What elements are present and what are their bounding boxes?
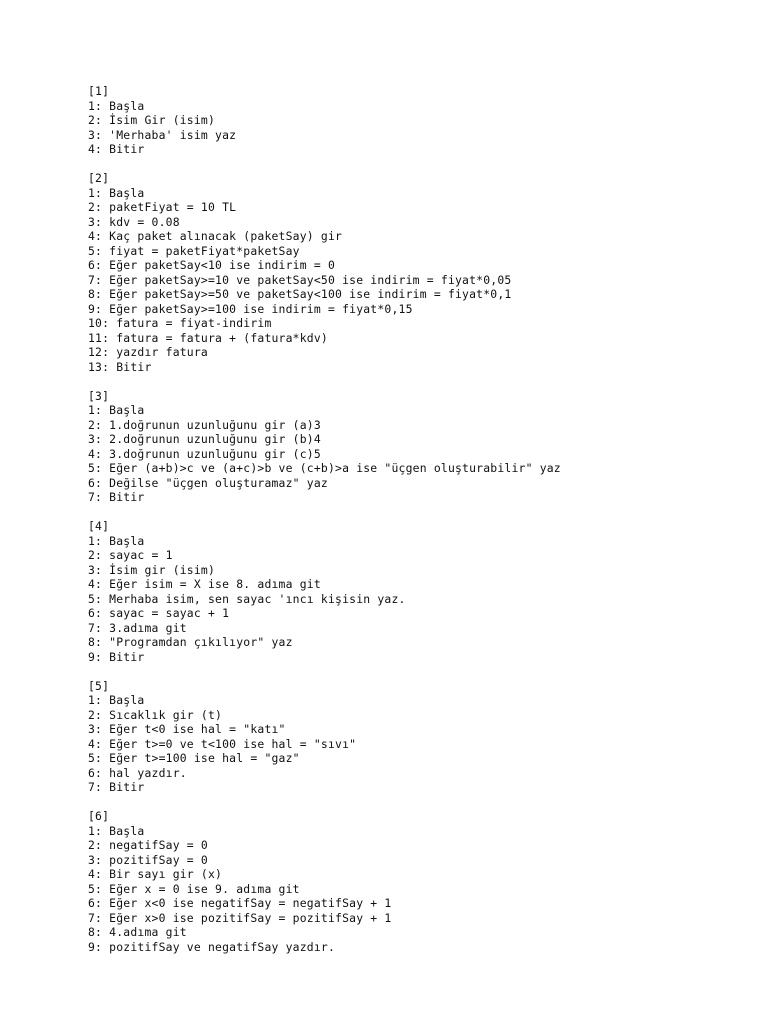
algorithm-step: 1: Başla xyxy=(88,533,145,548)
algorithm-step: 7: Bitir xyxy=(88,780,145,794)
algorithm-step: 5: fiyat = paketFiyat*paketSay xyxy=(88,243,300,258)
algorithm-step: 5: Eğer t>=100 ise hal = "gaz" xyxy=(88,751,300,765)
algorithm-step: 1: Başla xyxy=(88,185,145,200)
algorithm-step: 6: sayac = sayac + 1 xyxy=(88,606,230,620)
algorithm-step: 4: Bir sayı gir (x) xyxy=(88,867,223,881)
algorithm-step: 2: Sıcaklık gir (t) xyxy=(88,707,223,722)
algorithm-step: 3: 2.doğrunun uzunluğunu gir (b)4 xyxy=(88,432,321,446)
block-header: [3] xyxy=(88,388,110,403)
block-header: [6] xyxy=(88,809,110,823)
block-header: [2] xyxy=(88,171,110,185)
algorithm-step: 1: Başla xyxy=(88,823,145,838)
algorithm-step: 4: Eğer isim = X ise 8. adıma git xyxy=(88,577,321,591)
algorithm-block-2 xyxy=(88,171,748,374)
algorithm-step: 1: Başla xyxy=(88,693,145,707)
algorithm-step: 4: Kaç paket alınacak (paketSay) gir xyxy=(88,229,343,243)
algorithm-step: 3: Eğer t<0 ise hal = "katı" xyxy=(88,722,286,736)
document-page xyxy=(88,84,748,969)
algorithm-step: 6: Değilse "üçgen oluşturamaz" yaz xyxy=(88,475,328,490)
algorithm-step: 7: Eğer paketSay>=10 ve paketSay<50 ise indirim = fiyat*0,05 xyxy=(88,272,512,287)
algorithm-step: 8: 4.adıma git xyxy=(88,925,187,939)
algorithm-step: 10: fatura = fiyat-indirim xyxy=(88,316,272,330)
algorithm-block-5 xyxy=(88,679,748,795)
algorithm-block-4 xyxy=(88,519,748,664)
algorithm-step: 7: Bitir xyxy=(88,490,145,504)
algorithm-step: 4: 3.doğrunun uzunluğunu gir (c)5 xyxy=(88,446,321,461)
block-header: [5] xyxy=(88,678,110,693)
algorithm-step: 3: İsim gir (isim) xyxy=(88,562,216,577)
algorithm-step: 2: 1.doğrunun uzunluğunu gir (a)3 xyxy=(88,417,321,432)
algorithm-step: 7: 3.adıma git xyxy=(88,620,187,635)
algorithm-block-3 xyxy=(88,389,748,505)
algorithm-step: 2: sayac = 1 xyxy=(88,548,173,562)
algorithm-step: 3: kdv = 0.08 xyxy=(88,214,180,229)
algorithm-step: 6: Eğer x<0 ise negatifSay = negatifSay + 1 xyxy=(88,896,392,910)
algorithm-step: 3: pozitifSay = 0 xyxy=(88,852,208,867)
algorithm-step: 9: Eğer paketSay>=100 ise indirim = fiyat*0,15 xyxy=(88,301,413,316)
algorithm-step: 9: Bitir xyxy=(88,649,145,664)
algorithm-step: 8: "Programdan çıkılıyor" yaz xyxy=(88,635,293,649)
algorithm-step: 1: Başla xyxy=(88,403,145,417)
algorithm-step: 11: fatura = fatura + (fatura*kdv) xyxy=(88,330,328,345)
algorithm-step: 6: Eğer paketSay<10 ise indirim = 0 xyxy=(88,258,336,272)
algorithm-step: 2: paketFiyat = 10 TL xyxy=(88,200,237,214)
block-header: [1] xyxy=(88,84,110,98)
algorithm-step: 9: pozitifSay ve negatifSay yazdır. xyxy=(88,939,336,954)
algorithm-step: 2: İsim Gir (isim) xyxy=(88,113,216,127)
algorithm-step: 4: Eğer t>=0 ve t<100 ise hal = "sıvı" xyxy=(88,736,357,751)
algorithm-step: 4: Bitir xyxy=(88,142,145,156)
algorithm-step: 13: Bitir xyxy=(88,359,152,374)
algorithm-step: 2: negatifSay = 0 xyxy=(88,838,208,852)
algorithm-step: 5: Eğer (a+b)>c ve (a+c)>b ve (c+b)>a ise "üçgen oluşturabilir" yaz xyxy=(88,461,561,475)
algorithm-step: 12: yazdır fatura xyxy=(88,345,208,359)
algorithm-block-6 xyxy=(88,809,748,954)
block-header: [4] xyxy=(88,519,110,533)
algorithm-step: 5: Eğer x = 0 ise 9. adıma git xyxy=(88,881,300,896)
algorithm-step: 8: Eğer paketSay>=50 ve paketSay<100 ise indirim = fiyat*0,1 xyxy=(88,287,512,301)
algorithm-block-1 xyxy=(88,84,748,157)
algorithm-step: 6: hal yazdır. xyxy=(88,765,187,780)
algorithm-step: 7: Eğer x>0 ise pozitifSay = pozitifSay + 1 xyxy=(88,910,392,925)
algorithm-step: 1: Başla xyxy=(88,98,145,113)
algorithm-step: 3: 'Merhaba' isim yaz xyxy=(88,127,237,142)
algorithm-step: 5: Merhaba isim, sen sayac 'ıncı kişisin yaz. xyxy=(88,591,406,606)
